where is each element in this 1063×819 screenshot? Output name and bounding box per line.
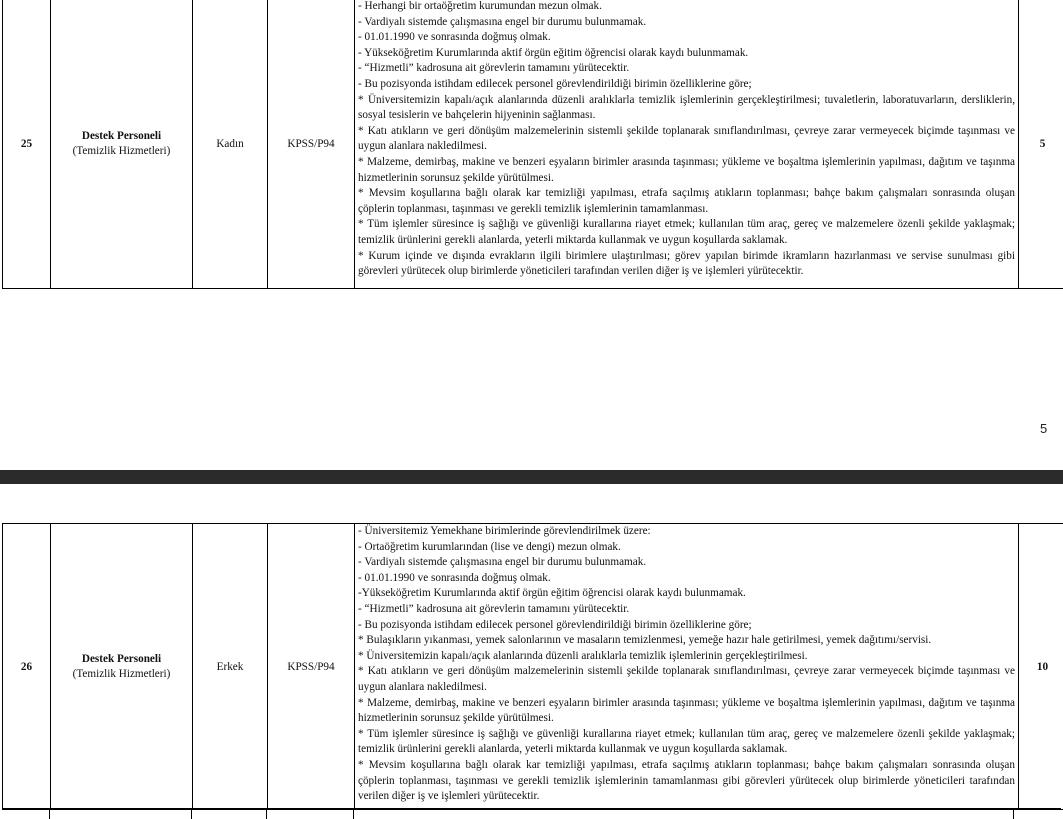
gender-cell: Kadın (193, 0, 268, 289)
requirement-line: - Vardiyalı sistemde çalışmasına engel bir durumu bulunmamak. (358, 555, 1015, 571)
requirement-line: -Yükseköğretim Kurumlarında aktif örgün eğitim öğrencisi olarak kaydı bulunmamak. (358, 586, 1015, 602)
requirement-line: * Mevsim koşullarına bağlı olarak kar temizliği yapılması, etrafa saçılmış atıkların toplanması; bahçe bakım çalışmaları sonrasında oluşan çöplerin toplanması, taşınması ve gerekli temizlik işlemlerinin tamamlanması. (358, 186, 1015, 217)
position-count: 10 (1019, 524, 1063, 810)
column-divider (49, 809, 50, 819)
position-subtitle: (Temizlik Hizmetleri) (51, 144, 192, 159)
requirement-line: * Katı atıkların ve geri dönüşüm malzemelerinin sistemli şekilde toplanarak sınıflandırılması, çevreye zarar vermeyecek biçimde taşınması ve uygun alanlara nakledilmesi. (358, 124, 1015, 155)
requirement-line: * Üniversitemizin kapalı/açık alanlarında düzenli aralıklarla temizlik işlemlerinin gerçekleştirilmesi. (358, 649, 1015, 665)
exam-score-type: KPSS/P94 (268, 0, 355, 289)
position-table-25 (2, 0, 1063, 289)
requirements-cell (355, 524, 1019, 810)
requirement-line: - Bu pozisyonda istihdam edilecek personel görevlendirildiği birimin özelliklerine göre; (358, 77, 1015, 93)
column-divider (266, 809, 267, 819)
position-title-cell (51, 524, 193, 810)
requirement-line: - 01.01.1990 ve sonrasında doğmuş olmak. (358, 30, 1015, 46)
requirement-line: * Kurum içinde ve dışında evrakların ilgili birimlere ulaştırılması; görev yapılan birimde ikramların hazırlanması ve servise sunulması gibi görevleri yürütecek olup birimlerde yöneticileri tarafından verilen diğer iş ve işlemleri yürütecektir. (358, 249, 1015, 280)
column-divider (191, 809, 192, 819)
requirement-line: - Bu pozisyonda istihdam edilecek personel görevlendirildiği birimin özelliklerine göre; (358, 618, 1015, 634)
requirement-line: - Herhangi bir ortaöğretim kurumundan mezun olmak. (358, 0, 1015, 15)
requirement-line: * Bulaşıkların yıkanması, yemek salonlarının ve masaların temizlenmesi, yemeğe hazır hale getirilmesi, yemek dağıtımı/servisi. (358, 633, 1015, 649)
position-subtitle: (Temizlik Hizmetleri) (51, 667, 192, 682)
requirement-line: * Malzeme, demirbaş, makine ve benzeri eşyaların birimler arasında taşınması; yükleme ve boşaltma işlemlerinin yapılması, dağıtım ve taşınma hizmetlerinin sorunsuz şekilde yürütülmesi. (358, 696, 1015, 727)
requirement-line: - “Hizmetli” kadrosuna ait görevlerin tamamını yürütecektir. (358, 602, 1015, 618)
exam-score-type: KPSS/P94 (268, 524, 355, 810)
gender-cell: Erkek (193, 524, 268, 810)
table-row (3, 524, 1063, 810)
position-title-cell (51, 0, 193, 289)
position-table-26 (2, 523, 1063, 810)
requirement-line: - Yükseköğretim Kurumlarında aktif örgün eğitim öğrencisi olarak kaydı bulunmamak. (358, 46, 1015, 62)
requirement-line: * Malzeme, demirbaş, makine ve benzeri eşyaların birimler arasında taşınması; yükleme ve boşaltma işlemlerinin yapılması, dağıtım ve taşınma hizmetlerinin sorunsuz şekilde yürütülmesi. (358, 155, 1015, 186)
requirement-line: - Vardiyalı sistemde çalışmasına engel bir durumu bulunmamak. (358, 15, 1015, 31)
position-count: 5 (1019, 0, 1063, 289)
position-title: Destek Personeli (51, 652, 192, 667)
requirement-line: - 01.01.1990 ve sonrasında doğmuş olmak. (358, 571, 1015, 587)
requirement-line: * Mevsim koşullarına bağlı olarak kar temizliği yapılması, etrafa saçılmış atıkların toplanması; bahçe bakım çalışmaları sonrasında oluşan çöplerin toplanması, taşınması ve gerekli temizlik işlemlerinin tamamlanması gibi görevleri yürütecek olup birimlerde yöneticileri tarafından verilen diğer iş ve işlemleri yürütecektir. (358, 758, 1015, 805)
requirements-cell (355, 0, 1019, 289)
requirement-line: * Tüm işlemler süresince iş sağlığı ve güvenliği kurallarına riayet etmek; kullanılan tüm araç, gereç ve malzemelere özenli şekilde yaklaşmak; temizlik ürünlerini gerekli alanlarda, yeterli miktarda kullanmak ve uygun koşullarda saklamak. (358, 727, 1015, 758)
requirement-line: - “Hizmetli” kadrosuna ait görevlerin tamamını yürütecektir. (358, 61, 1015, 77)
requirement-line: * Katı atıkların ve geri dönüşüm malzemelerinin sistemli şekilde toplanarak sınıflandırılması, çevreye zarar vermeyecek biçimde taşınması ve uygun alanlara nakledilmesi. (358, 664, 1015, 695)
requirement-line: - Ortaöğretim kurumlarından (lise ve dengi) mezun olmak. (358, 540, 1015, 556)
column-divider (1013, 809, 1014, 819)
page-divider (0, 470, 1063, 484)
position-number: 25 (3, 0, 51, 289)
requirement-line: * Üniversitemizin kapalı/açık alanlarında düzenli aralıklarla temizlik işlemlerinin gerçekleştirilmesi; tuvaletlerin, laboratuvarların, dersliklerin, sosyal tesislerin ve bahçelerin hijyeninin sağlanması. (358, 93, 1015, 124)
requirement-line: * Tüm işlemler süresince iş sağlığı ve güvenliği kurallarına riayet etmek; kullanılan tüm araç, gereç ve malzemelere özenli şekilde yaklaşmak; temizlik ürünlerini gerekli alanlarda, yeterli miktarda kullanmak ve uygun koşullarda saklamak. (358, 217, 1015, 248)
column-divider (353, 809, 354, 819)
requirement-line: - Üniversitemiz Yemekhane birimlerinde görevlendirilmek üzere: (358, 524, 1015, 540)
position-title: Destek Personeli (51, 129, 192, 144)
table-row (3, 0, 1063, 289)
position-number: 26 (3, 524, 51, 810)
page-number: 5 (1040, 421, 1047, 436)
